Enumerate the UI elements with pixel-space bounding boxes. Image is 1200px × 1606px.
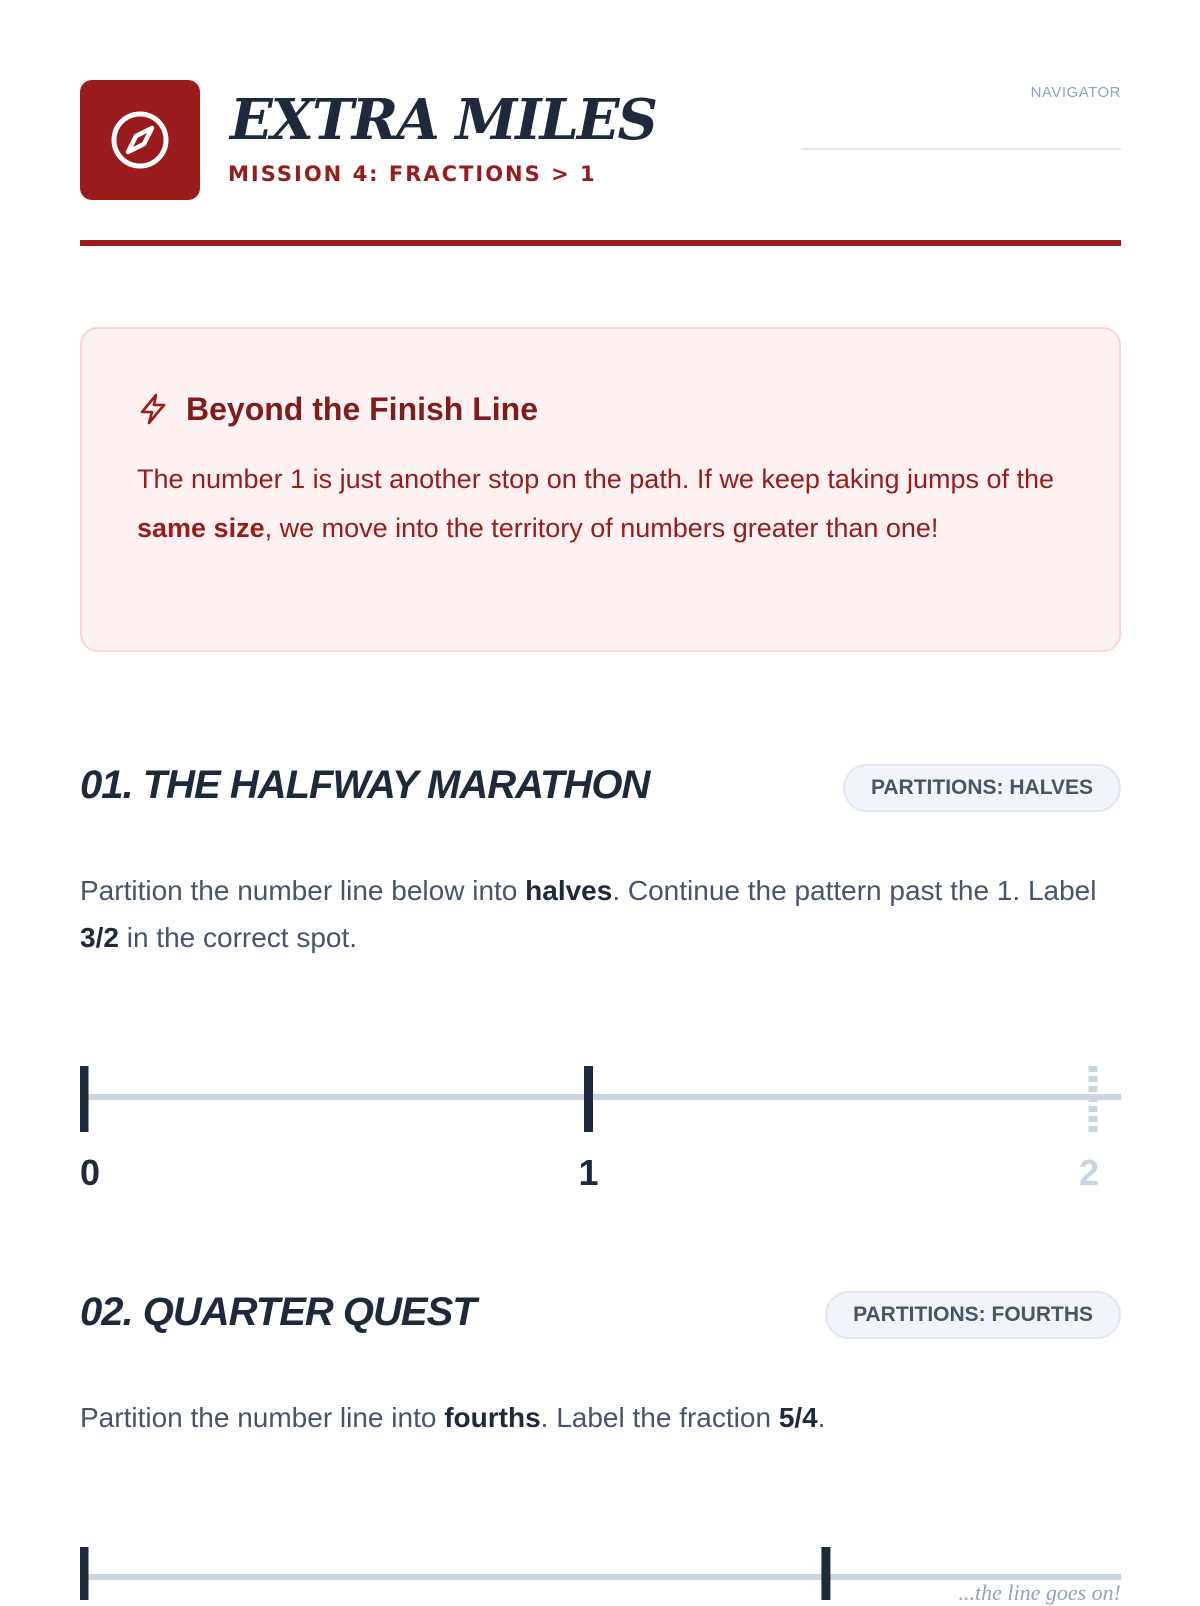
number-line-halves[interactable]: [80, 1060, 1121, 1220]
instruction-emphasis: halves: [525, 875, 613, 906]
instruction-text: Partition the number line below into: [80, 875, 526, 906]
callout-text: The number 1 is just another stop on the path. If we keep taking jumps of the: [137, 464, 1055, 494]
navigator-name-line[interactable]: [801, 148, 1121, 150]
instruction-text: in the correct spot.: [118, 922, 358, 953]
section-1-instructions: [80, 867, 1121, 961]
tick-label: 0: [80, 1152, 101, 1193]
brand-title: EXTRA MILES: [230, 87, 656, 153]
instruction-emphasis: 3/2: [80, 922, 119, 953]
tick-label: 2: [1078, 1152, 1099, 1193]
section-2-instructions: [80, 1394, 1121, 1441]
section-1-title: 01. THE HALFWAY MARATHON: [80, 763, 650, 807]
section-2-badge: PARTITIONS: FOURTHS: [825, 1291, 1121, 1339]
logo-badge: [80, 80, 200, 200]
instruction-text: Partition the number line into: [80, 1402, 445, 1433]
instruction-text: .: [817, 1402, 826, 1433]
mission-subtitle: MISSION 4: FRACTIONS > 1: [228, 162, 597, 186]
callout-emphasis: same size: [137, 513, 265, 543]
section-1-badge: PARTITIONS: HALVES: [843, 764, 1121, 812]
worksheet-page: [80, 0, 1121, 1605]
instruction-text: . Continue the pattern past the 1. Label: [612, 875, 1097, 906]
callout-text: , we move into the territory of numbers greater than one!: [264, 513, 939, 543]
instruction-text: . Label the fraction: [540, 1402, 779, 1433]
instruction-emphasis: fourths: [444, 1402, 541, 1433]
tick-label: 1: [578, 1152, 599, 1193]
callout-title: Beyond the Finish Line: [186, 391, 539, 427]
instruction-emphasis: 5/4: [778, 1402, 818, 1433]
lightning-icon: [137, 393, 169, 425]
compass-icon: [109, 109, 171, 171]
continuation-note: ...the line goes on!: [958, 1580, 1121, 1605]
section-2-title: 02. QUARTER QUEST: [80, 1290, 476, 1334]
navigator-label: NAVIGATOR: [1030, 84, 1121, 101]
callout-body: [137, 455, 1067, 553]
header-divider: [80, 240, 1121, 246]
info-callout: [80, 327, 1121, 652]
